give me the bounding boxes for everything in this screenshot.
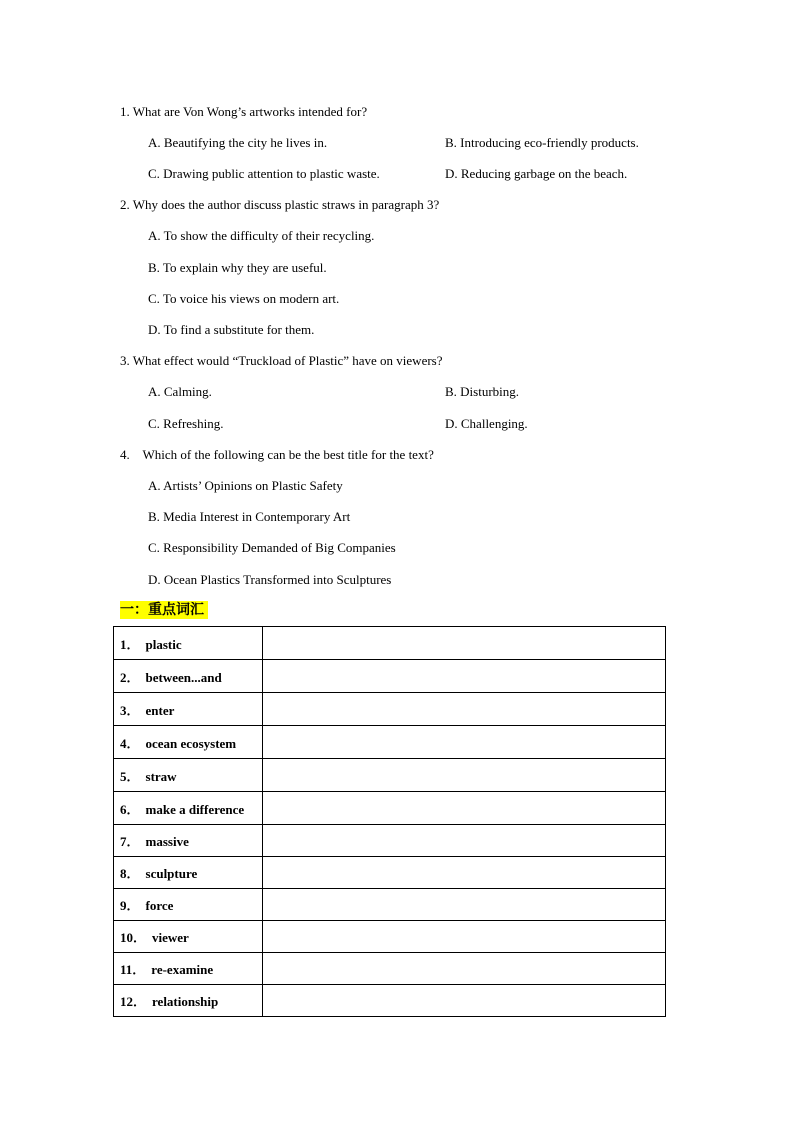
vocab-word-cell: [114, 792, 263, 825]
vocab-number: 4．: [120, 735, 140, 751]
vocab-word-cell: [114, 825, 263, 857]
question-4-option-a: A. Artists’ Opinions on Plastic Safety: [148, 478, 343, 493]
question-2-option-d: D. To find a substitute for them.: [148, 322, 315, 337]
vocab-row: [114, 953, 666, 985]
vocab-row: [114, 660, 666, 693]
vocab-word: sculpture: [145, 866, 198, 881]
vocab-row: [114, 792, 666, 825]
vocab-word-cell: [114, 857, 263, 889]
section-heading-key-vocabulary: 一：重点词汇: [120, 601, 208, 619]
vocab-word: ocean ecosystem: [145, 735, 237, 751]
question-4-stem: 4. Which of the following can be the best title for the text?: [120, 447, 434, 462]
vocab-word: enter: [145, 702, 175, 718]
vocab-row: [114, 857, 666, 889]
question-2-stem: 2. Why does the author discuss plastic straws in paragraph 3?: [120, 197, 440, 212]
vocab-number: 9．: [120, 898, 140, 913]
vocabulary-table: [113, 626, 666, 1017]
vocab-number: 12．: [120, 994, 147, 1009]
question-4-option-d: D. Ocean Plastics Transformed into Sculptures: [148, 572, 392, 587]
vocab-word: force: [145, 898, 174, 913]
vocab-meaning-blank[interactable]: [263, 921, 666, 953]
vocab-word: viewer: [152, 930, 189, 945]
vocab-word-cell: [114, 627, 263, 660]
vocab-row: [114, 726, 666, 759]
vocab-number: 5．: [120, 768, 140, 784]
question-1-option-a: A. Beautifying the city he lives in.: [148, 135, 328, 150]
vocab-meaning-blank[interactable]: [263, 953, 666, 985]
vocab-number: 11．: [120, 962, 146, 977]
question-3-option-c: C. Refreshing.: [148, 416, 224, 431]
vocab-word: massive: [145, 834, 189, 849]
vocab-word: straw: [145, 768, 177, 784]
vocab-meaning-blank[interactable]: [263, 825, 666, 857]
vocab-meaning-blank[interactable]: [263, 889, 666, 921]
vocab-number: 1．: [120, 636, 140, 652]
question-3-stem: 3. What effect would “Truckload of Plastic” have on viewers?: [120, 353, 443, 368]
vocab-meaning-blank[interactable]: [263, 759, 666, 792]
vocab-word-cell: [114, 953, 263, 985]
vocab-word-cell: [114, 660, 263, 693]
question-4-option-c: C. Responsibility Demanded of Big Companies: [148, 540, 396, 555]
vocab-number: 2．: [120, 669, 140, 685]
question-2-option-c: C. To voice his views on modern art.: [148, 291, 340, 306]
vocab-word: make a difference: [145, 801, 245, 817]
vocab-meaning-blank[interactable]: [263, 693, 666, 726]
vocab-word: plastic: [145, 636, 182, 652]
vocab-row: [114, 889, 666, 921]
vocab-word: re-examine: [151, 962, 214, 977]
question-3-option-a: A. Calming.: [148, 384, 212, 399]
vocab-meaning-blank[interactable]: [263, 726, 666, 759]
vocab-number: 10．: [120, 930, 147, 945]
question-3-option-d: D. Challenging.: [445, 416, 528, 431]
vocab-row: [114, 921, 666, 953]
vocab-word: relationship: [152, 994, 219, 1009]
vocab-meaning-blank[interactable]: [263, 792, 666, 825]
question-1-option-d: D. Reducing garbage on the beach.: [445, 166, 628, 181]
vocab-word-cell: [114, 726, 263, 759]
question-1-option-b: B. Introducing eco-friendly products.: [445, 135, 639, 150]
vocab-row: [114, 985, 666, 1017]
question-4-option-b: B. Media Interest in Contemporary Art: [148, 509, 351, 524]
vocab-word-cell: [114, 759, 263, 792]
vocab-number: 3．: [120, 702, 140, 718]
vocab-row: [114, 693, 666, 726]
question-2-option-b: B. To explain why they are useful.: [148, 260, 327, 275]
vocab-number: 8．: [120, 866, 140, 881]
vocab-word-cell: [114, 693, 263, 726]
vocab-meaning-blank[interactable]: [263, 627, 666, 660]
vocab-meaning-blank[interactable]: [263, 857, 666, 889]
vocab-row: [114, 825, 666, 857]
vocab-meaning-blank[interactable]: [263, 660, 666, 693]
vocab-row: [114, 759, 666, 792]
question-1-stem: 1. What are Von Wong’s artworks intended for?: [120, 104, 368, 119]
vocab-word-cell: [114, 985, 263, 1017]
vocab-row: [114, 627, 666, 660]
vocab-number: 6．: [120, 801, 140, 817]
question-3-option-b: B. Disturbing.: [445, 384, 520, 399]
vocab-word-cell: [114, 921, 263, 953]
vocab-meaning-blank[interactable]: [263, 985, 666, 1017]
vocab-word: between...and: [145, 669, 222, 685]
question-2-option-a: A. To show the difficulty of their recycling.: [148, 228, 375, 243]
vocab-word-cell: [114, 889, 263, 921]
question-1-option-c: C. Drawing public attention to plastic waste.: [148, 166, 380, 181]
vocab-number: 7．: [120, 834, 140, 849]
